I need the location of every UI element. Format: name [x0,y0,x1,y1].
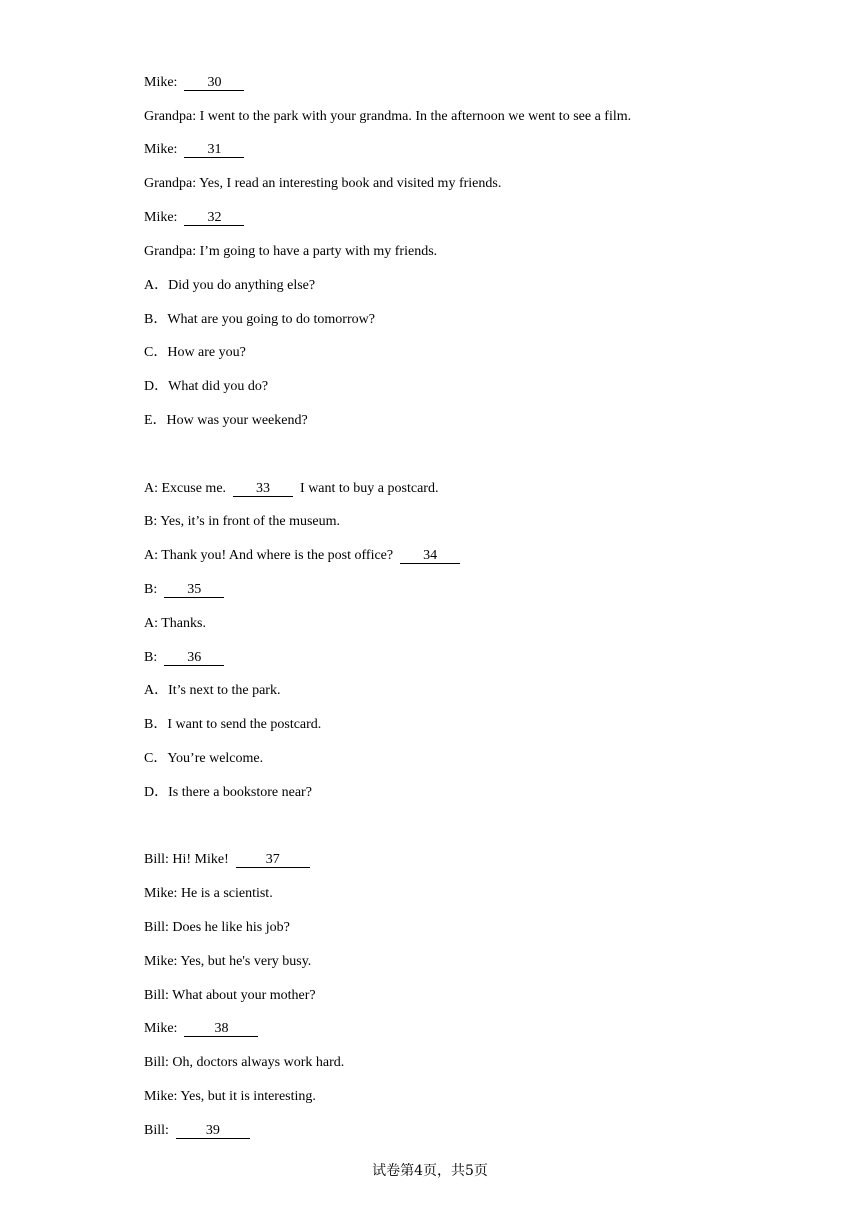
line-text: A: Excuse me. [144,481,227,496]
dialogue-line: Grandpa: I’m going to have a party with my friends. [144,244,438,259]
dialogue-line: Mike: Yes, but he's very busy. [144,954,312,969]
answer-blank[interactable]: 31 [184,142,244,158]
answer-blank[interactable]: 37 [236,852,310,868]
dialogue-line [144,581,224,599]
dialogue-line [144,851,310,869]
speaker: Mike: [144,210,178,225]
speaker: Mike: [144,142,178,157]
dialogue-line [144,74,244,92]
option-d: D．Is there a bookstore near? [144,785,312,800]
dialogue-line: Bill: What about your mother? [144,988,316,1003]
option-e: E．How was your weekend? [144,413,308,428]
dialogue-line [144,649,224,667]
speaker: B: [144,582,158,597]
dialogue-line: Bill: Does he like his job? [144,920,290,935]
dialogue-line: A: Thanks. [144,616,206,631]
speaker: Mike: [144,1021,178,1036]
dialogue-line: Mike: Yes, but it is interesting. [144,1089,316,1104]
dialogue-line [144,141,244,159]
option-b: B．I want to send the postcard. [144,717,322,732]
speaker: Bill: [144,1123,169,1138]
dialogue-line: Bill: Oh, doctors always work hard. [144,1055,345,1070]
dialogue-line [144,1020,258,1038]
dialogue-line [144,1122,250,1140]
answer-blank[interactable]: 39 [176,1123,250,1139]
dialogue-line [144,547,460,565]
line-text: Bill: Hi! Mike! [144,852,229,867]
answer-blank[interactable]: 36 [164,650,224,666]
line-text: A: Thank you! And where is the post office? [144,548,394,563]
line-text: I want to buy a postcard. [300,481,439,496]
option-b: B．What are you going to do tomorrow? [144,312,375,327]
answer-blank[interactable]: 35 [164,582,224,598]
option-c: C．You’re welcome. [144,751,264,766]
dialogue-line: B: Yes, it’s in front of the museum. [144,514,341,529]
dialogue-line [144,209,244,227]
dialogue-line [144,480,438,498]
answer-blank[interactable]: 33 [233,481,293,497]
page-footer: 试卷第4页，共5页 [372,1163,488,1179]
option-a: A．It’s next to the park. [144,683,281,698]
option-d: D．What did you do? [144,379,269,394]
dialogue-line: Grandpa: I went to the park with your grandma. In the afternoon we went to see a film. [144,109,632,124]
speaker: Mike: [144,75,178,90]
dialogue-line: Grandpa: Yes, I read an interesting book and visited my friends. [144,176,502,191]
answer-blank[interactable]: 30 [184,75,244,91]
option-a: A．Did you do anything else? [144,278,316,293]
dialogue-line: Mike: He is a scientist. [144,886,273,901]
option-c: C．How are you? [144,345,246,360]
answer-blank[interactable]: 32 [184,210,244,226]
speaker: B: [144,650,158,665]
answer-blank[interactable]: 34 [400,548,460,564]
answer-blank[interactable]: 38 [184,1021,258,1037]
